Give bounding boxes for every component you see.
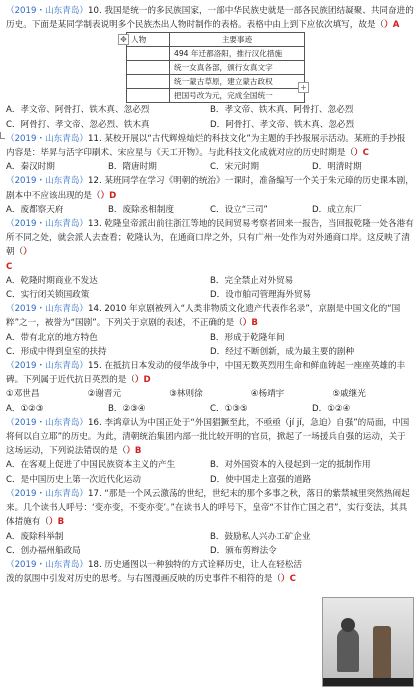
option-d[interactable]: D．明清时期 <box>312 162 362 173</box>
option-c[interactable]: C．阿骨打、孝文帝、忽必烈、铁木真 <box>6 119 150 130</box>
option-a[interactable]: A．①②③ <box>6 403 44 414</box>
question-16: （2019・山东青岛）16. 李鸿章认为中国正处于“外国猖獗至此，不亟亟（jí jí，急迫）自强”的局面，中国将何以自立耶”的历史。为此，清朝统治集团内部一批比较开明的官员，掀起了一场援兵自强的运动，关于这场运动，下列说法错误的是（）B <box>6 417 410 457</box>
option-b[interactable]: B．形成于乾隆年间 <box>210 332 285 343</box>
option-b[interactable]: B．完全禁止对外贸易 <box>210 275 294 286</box>
option-a[interactable]: A．孝文帝、阿骨打、铁木真、忽必烈 <box>6 105 150 116</box>
question-15: （2019・山东青岛）15. 在抵抗日本发动的侵华战争中，中国无数英烈用生命和鲜血铸起一座座英雄的丰碑。下列属于近代抗日英烈的是（）D <box>6 361 406 386</box>
margin-marker-icon <box>0 132 5 139</box>
source-tag: （2019・山东青岛） <box>6 133 89 144</box>
option-a[interactable]: A．废都察天府 <box>6 204 64 215</box>
person-option: ⑤戚继光 <box>332 389 366 400</box>
events-table <box>126 32 305 103</box>
person-option: ②谢晋元 <box>87 389 122 400</box>
option-a[interactable]: A．在客观上促进了中国民族资本主义的产生 <box>6 460 176 471</box>
source-tag: （2019・山东青岛） <box>6 219 89 230</box>
option-b[interactable]: B．废除丞相制度 <box>108 204 175 215</box>
option-b[interactable]: B．对外国资本的入侵起到一定的抵制作用 <box>210 460 371 471</box>
question-13: （2019・山东青岛）13. 乾隆皇帝派出前往浙江等地的民间贸易考察者回来一报告，当回报乾隆一处各港有所不同之处，就会派人去查看；乾隆认为，在通商口岸之外，只有广州一处作为对外通商口岸。这反映了清朝（） <box>6 219 414 258</box>
answer-letter: C <box>6 261 13 272</box>
person-option: ④杨靖宇 <box>250 389 285 400</box>
option-c[interactable]: C．宋元时期 <box>210 162 259 173</box>
question-14: （2019・山东青岛）14. 2010 年京剧被列入“人类非物质文化遗产代表作名录”，京剧是中国文化的“国粹”之一，被誉为“国剧”。下列关于京剧的表述，不正确的是（）B <box>6 304 401 329</box>
option-d[interactable]: D．经过不断创新，成为最主要的剧种 <box>210 346 355 357</box>
option-c[interactable]: C．①③⑤ <box>210 403 248 414</box>
option-b[interactable]: B．隋唐时期 <box>108 162 157 173</box>
person-option: ①邓世昌 <box>6 389 40 400</box>
answer: ）B <box>48 517 65 528</box>
cartoon-caption-bar <box>323 678 413 686</box>
option-d[interactable]: D．①②④ <box>312 403 351 414</box>
option-c[interactable]: C．实行闭关锁国政策 <box>6 290 90 301</box>
option-a[interactable]: A．带有北京的地方特色 <box>6 332 98 343</box>
source-tag: （2019・山东青岛） <box>6 6 89 16</box>
worksheet-page <box>6 4 414 586</box>
source-tag: （2019・山东青岛） <box>6 361 89 372</box>
option-a[interactable]: A．废除科举制 <box>6 531 64 542</box>
person-head <box>341 618 355 632</box>
answer: ）C <box>354 148 369 159</box>
option-d[interactable]: D．成立东厂 <box>312 204 362 215</box>
source-tag: （2019・山东青岛） <box>6 488 89 499</box>
option-c[interactable]: C．是中国历史上第一次近代化运动 <box>6 474 141 485</box>
question-17: （2019・山东青岛）17. “那是一个风云激荡的世纪，世纪末的那个多事之秋，落日的紫禁城里突然热闹起来。几个读书人呼号：‘变亦变，不变亦变’。”在读书人的呼号下，皇帝“不甘作亡国之君”，实行变法，其具体措施有（）B <box>6 488 410 528</box>
table-row: 统一蒙古草原，建立蒙古政权 <box>170 75 305 89</box>
cartoon-illustration <box>322 597 414 687</box>
source-tag: （2019・山东青岛） <box>6 559 89 570</box>
option-d[interactable]: D．使中国走上富强的道路 <box>210 474 312 485</box>
answer: ）D <box>100 190 117 201</box>
answer: ）B <box>242 318 258 329</box>
option-b[interactable]: B．孝文帝、铁木真、阿骨打、忽必烈 <box>210 105 354 116</box>
option-a[interactable]: A．秦汉时期 <box>6 162 55 173</box>
source-tag: （2019・山东青岛） <box>6 417 89 428</box>
source-tag: （2019・山东青岛） <box>6 176 89 187</box>
option-c[interactable]: C．形成中得到皇室的扶持 <box>6 346 107 357</box>
option-b[interactable]: B．②③④ <box>108 403 146 414</box>
question-12: （2019・山东青岛）12. 某班同学在学习《明朝的统治》一课时，准备编写一个关于朱元璋的历史课本剧，剧本中不应该出现的是（）D <box>6 176 414 201</box>
answer: ）D <box>134 375 151 386</box>
person-figure <box>337 628 359 672</box>
question-10: （2019・山东青岛）10. 我国是统一的多民族国家，一部中华民族史就是一部各民族团结凝聚、共同奋进的历史。下面是某同学制表说明多个民族杰出人物时制作的表格。表格中由上到下应依次填写，故是（）A <box>6 6 414 31</box>
answer: ） <box>23 247 32 258</box>
option-d[interactable]: D．设市舶司管理海外贸易 <box>210 290 312 301</box>
option-c[interactable]: C．创办福州船政局 <box>6 545 81 556</box>
option-d[interactable]: D．颁布剪辫法令 <box>210 545 277 556</box>
table-row: 494 年迁都洛阳，推行汉化措施 <box>170 47 305 61</box>
table-row: 统一女真各部，颁行女真文字 <box>170 61 305 75</box>
table-header-person: 人物 <box>127 33 170 47</box>
option-a[interactable]: A．乾隆时期商业不发达 <box>6 275 98 286</box>
table-move-handle-icon[interactable]: ✥ <box>118 34 129 45</box>
question-11: （2019・山东青岛）11. 某校开展以“古代辉煌灿烂的科技文化”为主题的手抄报展示活动。某班的手抄报内容是：毕昇与活字印刷术、宋应星与《天工开物》。与此科技文化成就对应的历史时期是（）C <box>6 133 406 159</box>
answer: ）A <box>384 20 400 31</box>
table-row: 把国号改为元，完成全国统一 <box>170 89 305 103</box>
person-option: ③林则徐 <box>169 389 203 400</box>
option-c[interactable]: C．设立“三司” <box>210 204 268 215</box>
table-add-row-icon[interactable]: + <box>298 82 309 93</box>
table-header-deeds: 主要事迹 <box>170 33 305 47</box>
question-18: （2019・山东青岛）18. 历史通图以一种独特的方式诠释历史，让人在轻松活泼的氛围中引发对历史的思考。与右图漫画反映的历史事件不相符的是（）C <box>6 559 303 585</box>
answer: ）C <box>281 574 296 585</box>
source-tag: （2019・山东青岛） <box>6 304 89 315</box>
option-d[interactable]: D．阿骨打、孝文帝、铁木真、忽必烈 <box>210 119 355 130</box>
answer: ）B <box>126 446 142 457</box>
option-b[interactable]: B．鼓励私人兴办工矿企业 <box>210 531 311 542</box>
tree-trunk <box>373 626 391 682</box>
